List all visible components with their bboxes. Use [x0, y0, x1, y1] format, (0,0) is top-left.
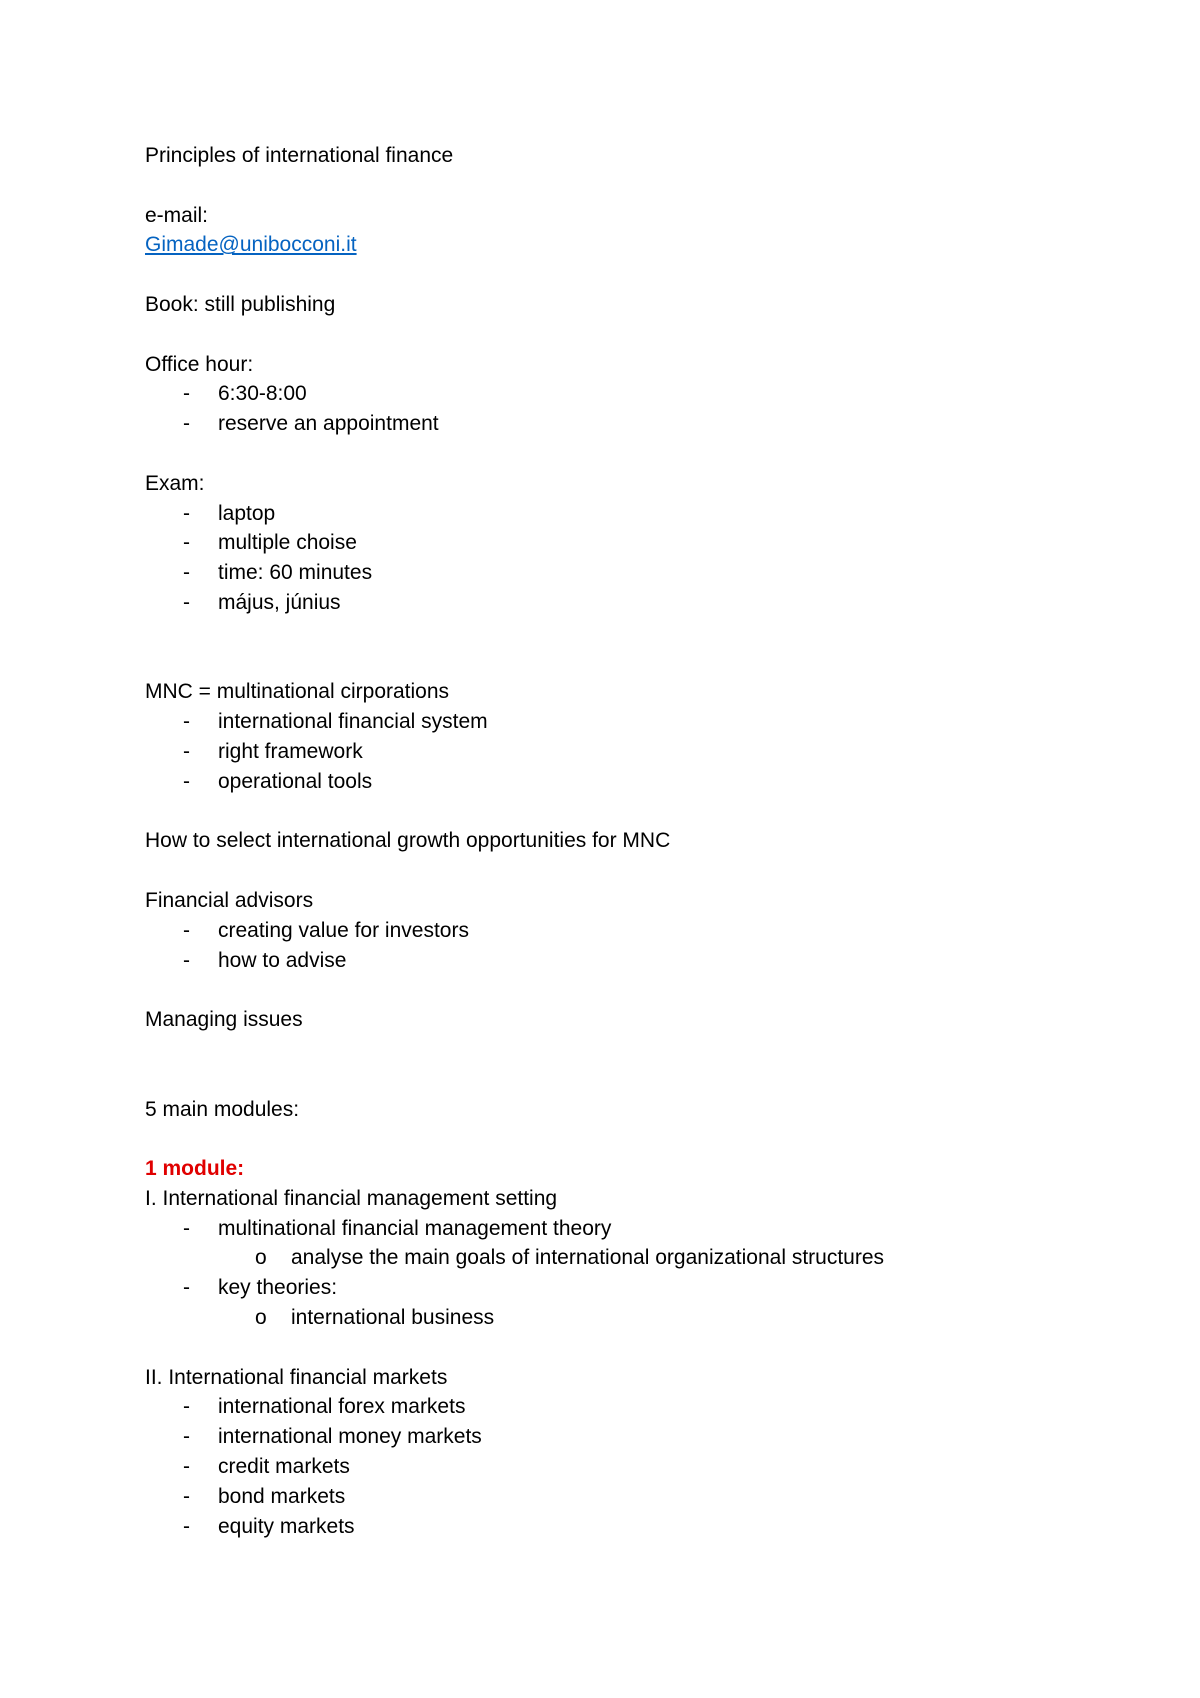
book-line: Book: still publishing: [145, 292, 336, 316]
email-label: e-mail:: [145, 203, 209, 227]
circle-bullet: o: [255, 1246, 267, 1270]
dash-bullet: -: [183, 382, 190, 406]
list-item: - operational tools: [145, 767, 1145, 797]
dash-bullet: -: [183, 1514, 190, 1538]
exam-heading: Exam:: [145, 471, 205, 495]
dash-bullet: -: [183, 412, 190, 436]
document-title: Principles of international finance: [145, 144, 454, 167]
section-2-heading: II. International financial markets: [145, 1365, 448, 1389]
list-item: - multinational financial management theory: [145, 1214, 1145, 1244]
dash-bullet: -: [183, 590, 190, 614]
office-hour-heading: Office hour:: [145, 352, 254, 376]
dash-bullet: -: [183, 1484, 190, 1508]
dash-bullet: -: [183, 501, 190, 525]
list-item: - key theories:: [145, 1273, 1145, 1303]
dash-bullet: -: [183, 948, 190, 972]
list-item: - multiple choise: [145, 528, 1145, 558]
sub-list-item: o analyse the main goals of international organizational structures: [145, 1243, 1145, 1273]
list-item: - right framework: [145, 737, 1145, 767]
email-link[interactable]: Gimade@unibocconi.it: [145, 233, 357, 257]
document-page: [145, 141, 1145, 1541]
dash-bullet: -: [183, 1216, 190, 1240]
advisors-heading: Financial advisors: [145, 888, 314, 912]
dash-bullet: -: [183, 710, 190, 734]
list-item: - equity markets: [145, 1512, 1145, 1542]
list-item: - international forex markets: [145, 1392, 1145, 1422]
dash-bullet: -: [183, 918, 190, 942]
dash-bullet: -: [183, 739, 190, 763]
list-item: - creating value for investors: [145, 916, 1145, 946]
list-item: - bond markets: [145, 1482, 1145, 1512]
list-item: - laptop: [145, 499, 1145, 529]
modules-heading: 5 main modules:: [145, 1097, 300, 1121]
list-item: - reserve an appointment: [145, 409, 1145, 439]
sub-list-item: o international business: [145, 1303, 1145, 1333]
list-item: - international money markets: [145, 1422, 1145, 1452]
list-item: - 6:30-8:00: [145, 379, 1145, 409]
module-1-label: 1 module:: [145, 1157, 245, 1181]
list-item: - május, június: [145, 588, 1145, 618]
section-1-heading: I. International financial management setting: [145, 1186, 558, 1210]
list-item: - credit markets: [145, 1452, 1145, 1482]
dash-bullet: -: [183, 561, 190, 585]
list-item: - international financial system: [145, 707, 1145, 737]
dash-bullet: -: [183, 1395, 190, 1419]
list-item: - time: 60 minutes: [145, 558, 1145, 588]
mnc-heading: MNC = multinational cirporations: [145, 680, 450, 704]
dash-bullet: -: [183, 531, 190, 555]
managing-line: Managing issues: [145, 1008, 303, 1032]
dash-bullet: -: [183, 1455, 190, 1479]
circle-bullet: o: [255, 1306, 267, 1330]
dash-bullet: -: [183, 1425, 190, 1449]
dash-bullet: -: [183, 769, 190, 793]
growth-line: How to select international growth opportunities for MNC: [145, 829, 671, 853]
dash-bullet: -: [183, 1276, 190, 1300]
list-item: - how to advise: [145, 946, 1145, 976]
